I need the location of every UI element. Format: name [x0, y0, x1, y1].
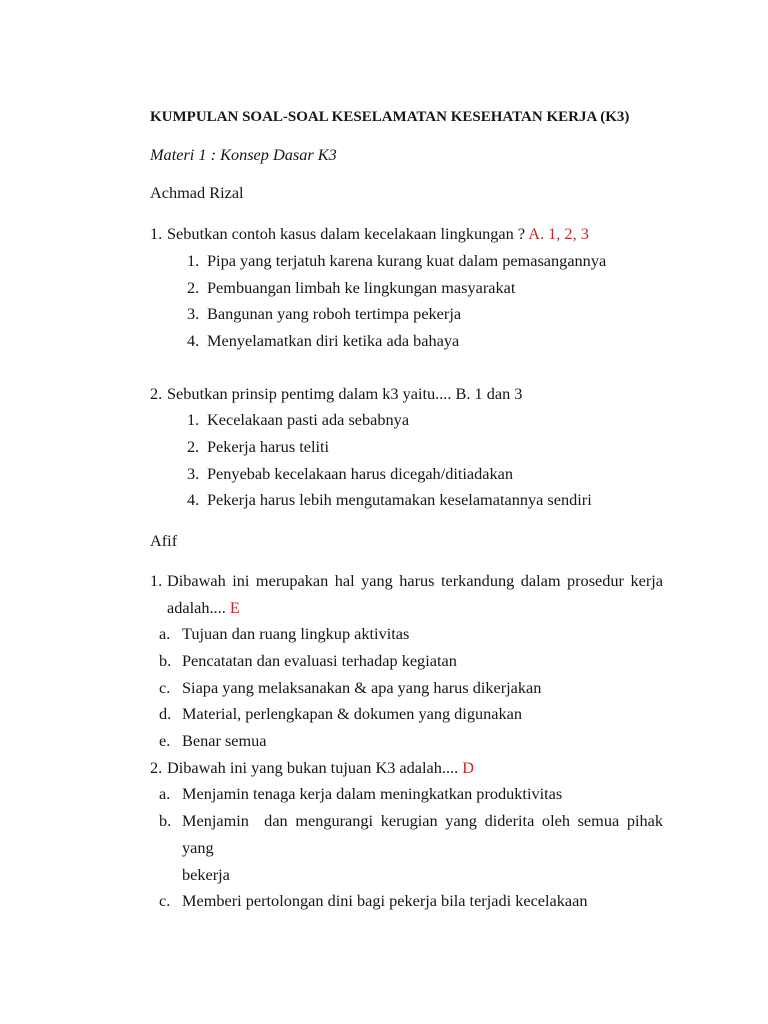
- option-row: [159, 728, 663, 755]
- option-text-line2: bekerja: [182, 864, 230, 884]
- answer-key: A. 1, 2, 3: [528, 224, 589, 244]
- option-row: [187, 461, 663, 488]
- question: [150, 568, 663, 621]
- option-text: Pencatatan dan evaluasi terhadap kegiatan: [182, 650, 457, 670]
- option-row: [159, 701, 663, 728]
- option-row: [159, 888, 663, 915]
- option-row: [187, 487, 663, 514]
- question-text-line2: adalah....: [167, 597, 230, 617]
- option-text: Material, perlengkapan & dokumen yang digunakan: [182, 704, 522, 724]
- option-list: [187, 407, 663, 514]
- option-text: Menjamin tenaga kerja dalam meningkatkan produktivitas: [182, 784, 563, 804]
- option-marker: a.: [159, 624, 171, 644]
- option-marker: 3.: [187, 304, 200, 324]
- option-text: Penyebab kecelakaan harus dicegah/ditiadakan: [207, 463, 514, 483]
- option-marker: d.: [159, 704, 172, 724]
- option-marker: 2.: [187, 437, 200, 457]
- author-name-achmad: Achmad Rizal: [150, 183, 244, 203]
- option-marker: a.: [159, 784, 171, 804]
- author-name-afif: Afif: [150, 531, 178, 551]
- option-list: [187, 248, 663, 355]
- question-text: Sebutkan prinsip pentimg dalam k3 yaitu.... B. 1 dan 3: [167, 383, 523, 403]
- option-marker: c.: [159, 891, 171, 911]
- option-marker: 4.: [187, 490, 200, 510]
- question-number: 1.: [150, 224, 163, 244]
- option-text: Siapa yang melaksanakan & apa yang harus dikerjakan: [182, 677, 542, 697]
- question: [150, 221, 663, 248]
- option-marker: 2.: [187, 277, 200, 297]
- document-content: [150, 104, 663, 915]
- option-text: Pembuangan limbah ke lingkungan masyarakat: [207, 277, 516, 297]
- document-title: KUMPULAN SOAL-SOAL KESELAMATAN KESEHATAN KERJA (K3): [150, 109, 630, 125]
- question-text: Sebutkan contoh kasus dalam kecelakaan lingkungan ?: [167, 224, 529, 244]
- question-text-wrap: [167, 221, 663, 248]
- option-text: Benar semua: [182, 731, 267, 751]
- option-row: [159, 808, 663, 888]
- option-list: [159, 781, 663, 915]
- answer-key: E: [229, 597, 240, 617]
- option-text: Bangunan yang roboh tertimpa pekerja: [207, 304, 462, 324]
- document-subtitle: Materi 1 : Konsep Dasar K3: [150, 144, 337, 164]
- question-number: 2.: [150, 383, 163, 403]
- question-text-line1: Dibawah ini merupakan hal yang harus terkandung dalam prosedur kerja: [167, 570, 663, 590]
- option-row: [187, 301, 663, 328]
- option-text: Tujuan dan ruang lingkup aktivitas: [182, 624, 410, 644]
- question-number: 2.: [150, 757, 163, 777]
- option-row: [159, 675, 663, 702]
- option-text: Pekerja harus teliti: [207, 437, 330, 457]
- option-row: [159, 648, 663, 675]
- option-marker: 4.: [187, 330, 200, 350]
- question-text-wrap: [167, 755, 663, 782]
- option-row: [159, 621, 663, 648]
- question-text-line2-wrap: [167, 595, 663, 622]
- question-text-wrap: [167, 381, 663, 408]
- option-text: Menyelamatkan diri ketika ada bahaya: [207, 330, 460, 350]
- option-marker: 1.: [187, 250, 200, 270]
- option-text: Pipa yang terjatuh karena kurang kuat dalam pemasangannya: [207, 250, 607, 270]
- question-text-wrap: [167, 568, 663, 621]
- option-marker: b.: [159, 650, 172, 670]
- option-row: [187, 328, 663, 355]
- question-number: 1.: [150, 570, 163, 590]
- option-marker: 1.: [187, 410, 200, 430]
- question: [150, 755, 663, 782]
- question-text: Dibawah ini yang bukan tujuan K3 adalah....: [167, 757, 463, 777]
- option-text: Kecelakaan pasti ada sebabnya: [207, 410, 410, 430]
- option-row: [187, 275, 663, 302]
- option-row: [187, 434, 663, 461]
- option-row: [187, 248, 663, 275]
- option-text: Pekerja harus lebih mengutamakan keselamatannya sendiri: [207, 490, 592, 510]
- option-text-wrap: [182, 808, 663, 888]
- option-row: [159, 781, 663, 808]
- option-list: [159, 621, 663, 755]
- option-text: Memberi pertolongan dini bagi pekerja bila terjadi kecelakaan: [182, 891, 588, 911]
- option-marker: b.: [159, 811, 172, 831]
- question: [150, 381, 663, 408]
- option-marker: 3.: [187, 463, 200, 483]
- option-text-line1: Menjamin dan mengurangi kerugian yang diderita oleh semua pihak yang: [182, 811, 663, 857]
- option-marker: e.: [159, 731, 171, 751]
- answer-key: D: [462, 757, 475, 777]
- option-row: [187, 407, 663, 434]
- option-marker: c.: [159, 677, 171, 697]
